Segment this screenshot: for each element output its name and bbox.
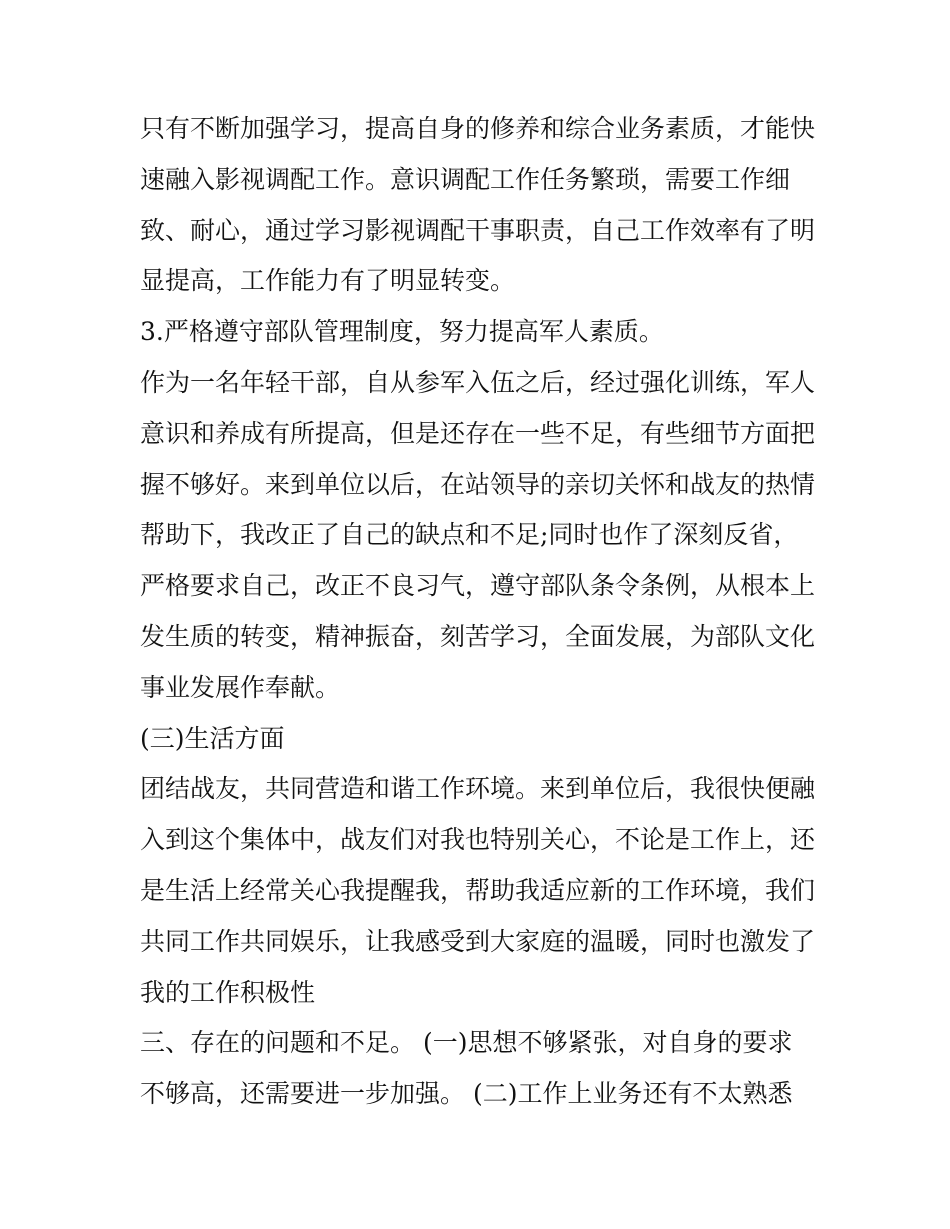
text-line: 共同工作共同娱乐，让我感受到大家庭的温暖，同时也激发了 [140, 926, 816, 956]
text-line: 入到这个集体中，战友们对我也特别关心，不论是工作上，还 [140, 825, 816, 855]
text-line: 不够高，还需要进一步加强。 (二)工作上业务还有不太熟悉 [140, 1079, 793, 1109]
text-line: 团结战友，共同营造和谐工作环境。来到单位后，我很快便融 [140, 774, 816, 804]
section-heading: 三、存在的问题和不足。 (一)思想不够紧张，对自身的要求 [140, 1028, 793, 1058]
text-line: 帮助下，我改正了自己的缺点和不足;同时也作了深刻反省， [140, 520, 799, 550]
section-heading: (三)生活方面 [140, 723, 285, 753]
text-line: 意识和养成有所提高，但是还存在一些不足，有些细节方面把 [140, 418, 816, 448]
text-line: 我的工作积极性 [140, 977, 316, 1007]
text-line: 是生活上经常关心我提醒我，帮助我适应新的工作环境，我们 [140, 875, 816, 905]
text-line: 致、耐心，通过学习影视调配干事职责，自己工作效率有了明 [140, 215, 816, 245]
text-line: 握不够好。来到单位以后，在站领导的亲切关怀和战友的热情 [140, 469, 816, 499]
text-line: 只有不断加强学习，提高自身的修养和综合业务素质，才能快 [140, 114, 816, 143]
section-heading: 3.严格遵守部队管理制度，努力提高军人素质。 [140, 317, 664, 347]
text-line: 严格要求自己，改正不良习气，遵守部队条令条例，从根本上 [140, 571, 816, 601]
text-line: 显提高，工作能力有了明显转变。 [140, 266, 516, 296]
text-line: 作为一名年轻干部，自从参军入伍之后，经过强化训练，军人 [140, 367, 816, 397]
text-line: 速融入影视调配工作。意识调配工作任务繁琐，需要工作细 [140, 164, 791, 194]
text-line: 事业发展作奉献。 [140, 672, 341, 702]
text-line: 发生质的转变，精神振奋，刻苦学习，全面发展，为部队文化 [140, 621, 816, 651]
body-text [140, 104, 840, 1120]
